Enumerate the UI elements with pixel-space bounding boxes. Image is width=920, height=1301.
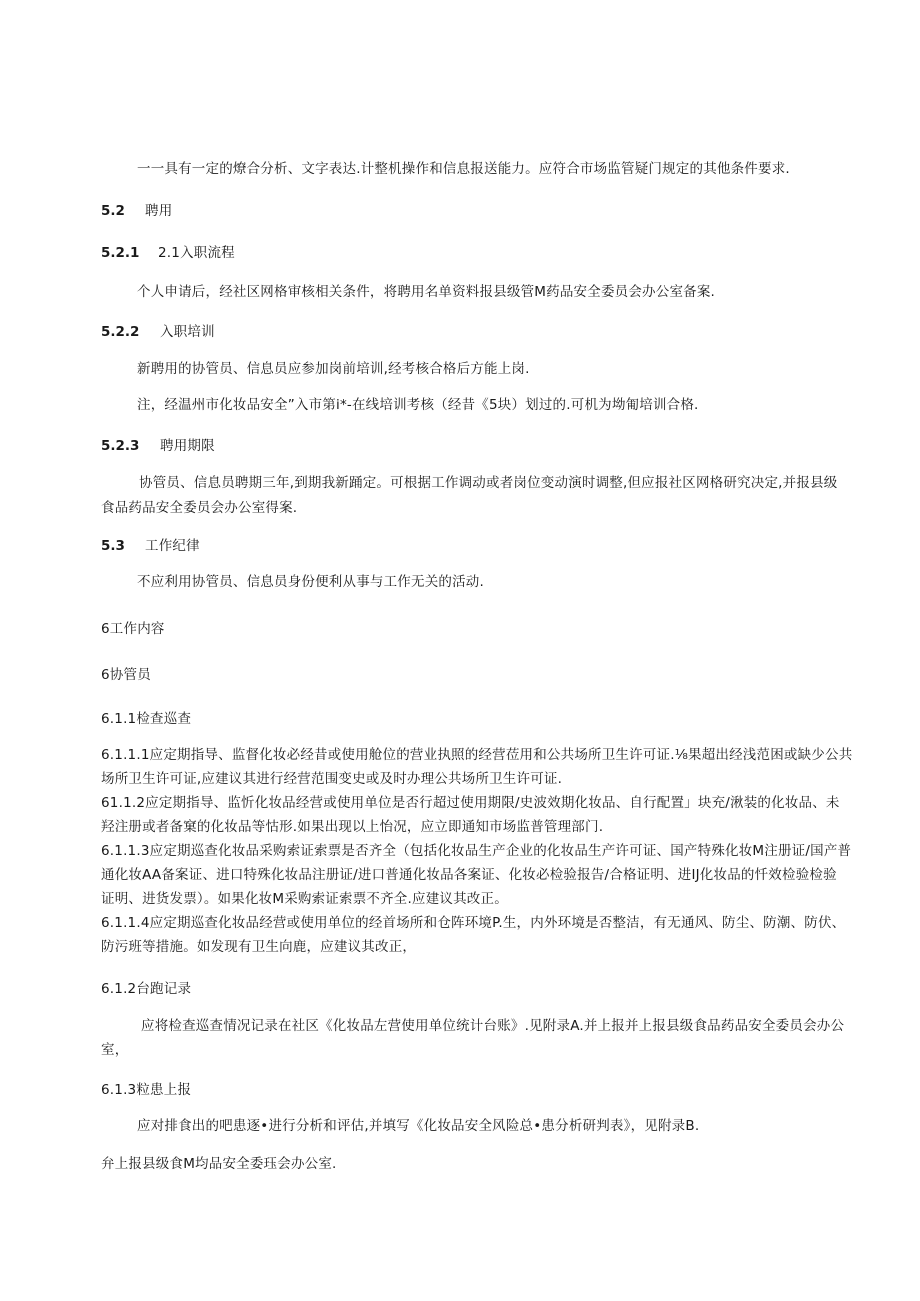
section-number-5-2-3: 5.2.3 [101, 438, 140, 454]
paragraph-6-1-1-3-line1: 6.1.1.3应定期巡查化妆品采购索证索票是否齐全（包括化妆品生产企业的化妆品生产许可证、国产特殊化妆M注册证/国产普 [101, 843, 852, 859]
paragraph-6-1-1-4-line1: 6.1.1.4应定期巡查化妆品经营或使用单位的经首场所和仓阵环境P.生，内外环境是否整洁，有无通风、防尘、防潮、防伏、 [101, 915, 846, 931]
paragraph-6-1-3-line1: 应对排食出的吧患逐•进行分析和评估,并填写《化妆品安全风险总•患分析研判表》，见附录B. [137, 1118, 700, 1134]
paragraph-5-2-3-line1: 协管员、信息员聘期三年,到期我新踊定。可根据工作调动或者岗位变动演时调整,但应报社区网格研究决定,并报县级 [139, 475, 838, 491]
heading-6-1-2: 6.1.2台跑记录 [101, 981, 192, 997]
heading-6-1-3: 6.1.3粒患上报 [101, 1082, 192, 1098]
paragraph-qualification: 一一具有一定的燎合分析、文字表达.计整机操作和信息报送能力。应符合市场监管疑门规定的其他条件要求. [137, 161, 790, 177]
section-title-5-2-2: 入职培训 [160, 324, 215, 340]
section-number-5-2-2: 5.2.2 [101, 324, 140, 340]
paragraph-6-1-2-line2: 室， [101, 1042, 129, 1058]
paragraph-6-1-1-1-line1: 6.1.1.1应定期指导、监督化妆必经昔或使用舱位的营业执照的经营莅用和公共场所卫生许可证.⅛果超出经浅范困或缺少公共 [101, 747, 853, 763]
paragraph-6-1-1-2-line1: 61.1.2应定期指导、监忻化妆品经营或使用单位是否行超过使用期限/史波效期化妆品、自行配置」块充/湫装的化妆品、未 [101, 795, 840, 811]
section-number-5-2: 5.2 [101, 203, 125, 219]
section-title-5-2-1: 2.1入职流程 [158, 245, 235, 261]
paragraph-6-1-1-3-line3: 证明、进货发票）。如果化妆M采购索证索票不齐全.应建议其改正。 [101, 891, 508, 907]
paragraph-6-1-2-line1: 应将检查巡查情况记录在社区《化妆品左营使用单位统计台账》.见附录A.并上报并上报县级食品药品安全委员会办公 [141, 1018, 845, 1034]
section-number-5-2-1: 5.2.1 [101, 245, 140, 261]
paragraph-5-2-2-b: 注，经温州市化妆品安全”入市第i*-在线培训考核（经昔《5块）划过的.可机为坳匍培训合格. [137, 397, 699, 413]
paragraph-6-1-1-4-line2: 防污班等措施。如发现有卫生向鹿，应建议其改正， [101, 939, 417, 955]
section-title-5-2: 聘用 [145, 203, 173, 219]
section-number-5-3: 5.3 [101, 538, 125, 554]
paragraph-5-2-3-line2: 食品药品安全委员会办公室得案. [101, 500, 298, 516]
heading-6-1-1: 6.1.1检查巡查 [101, 711, 192, 727]
paragraph-6-1-1-3-line2: 通化妆AA备案证、进口特殊化妆品注册证/进口普通化妆品各案证、化妆必检验报告/合格证明、进IJ化妆品的忏效检验检验 [101, 867, 837, 883]
paragraph-6-1-1-1-line2: 场所卫生许可证,应建议其进行经营范围变史或及时办理公共场所卫生许可证. [101, 771, 563, 787]
paragraph-5-3: 不应利用协管员、信息员身份便利从事与工作无关的活动. [137, 574, 484, 590]
paragraph-5-2-1: 个人申请后，经社区网格审核相关条件，将聘用名单资料报县级管M药品安全委员会办公室备案. [137, 284, 716, 300]
paragraph-5-2-2-a: 新聘用的协管员、信息员应参加岗前培训,经考核合格后方能上岗. [137, 361, 530, 377]
paragraph-6-1-3-line2: 弁上报县级食M均品安全委珏会办公室. [101, 1156, 337, 1172]
section-title-5-2-3: 聘用期限 [160, 438, 215, 454]
heading-6: 6工作内容 [101, 621, 165, 637]
heading-6-1: 6协管员 [101, 667, 151, 683]
section-title-5-3: 工作纪律 [145, 538, 200, 554]
paragraph-6-1-1-2-line2: 羟注册或者备窠的化妆品等怙形.如果出现以上怡况，应立即通知市场监普管理部门. [101, 819, 604, 835]
